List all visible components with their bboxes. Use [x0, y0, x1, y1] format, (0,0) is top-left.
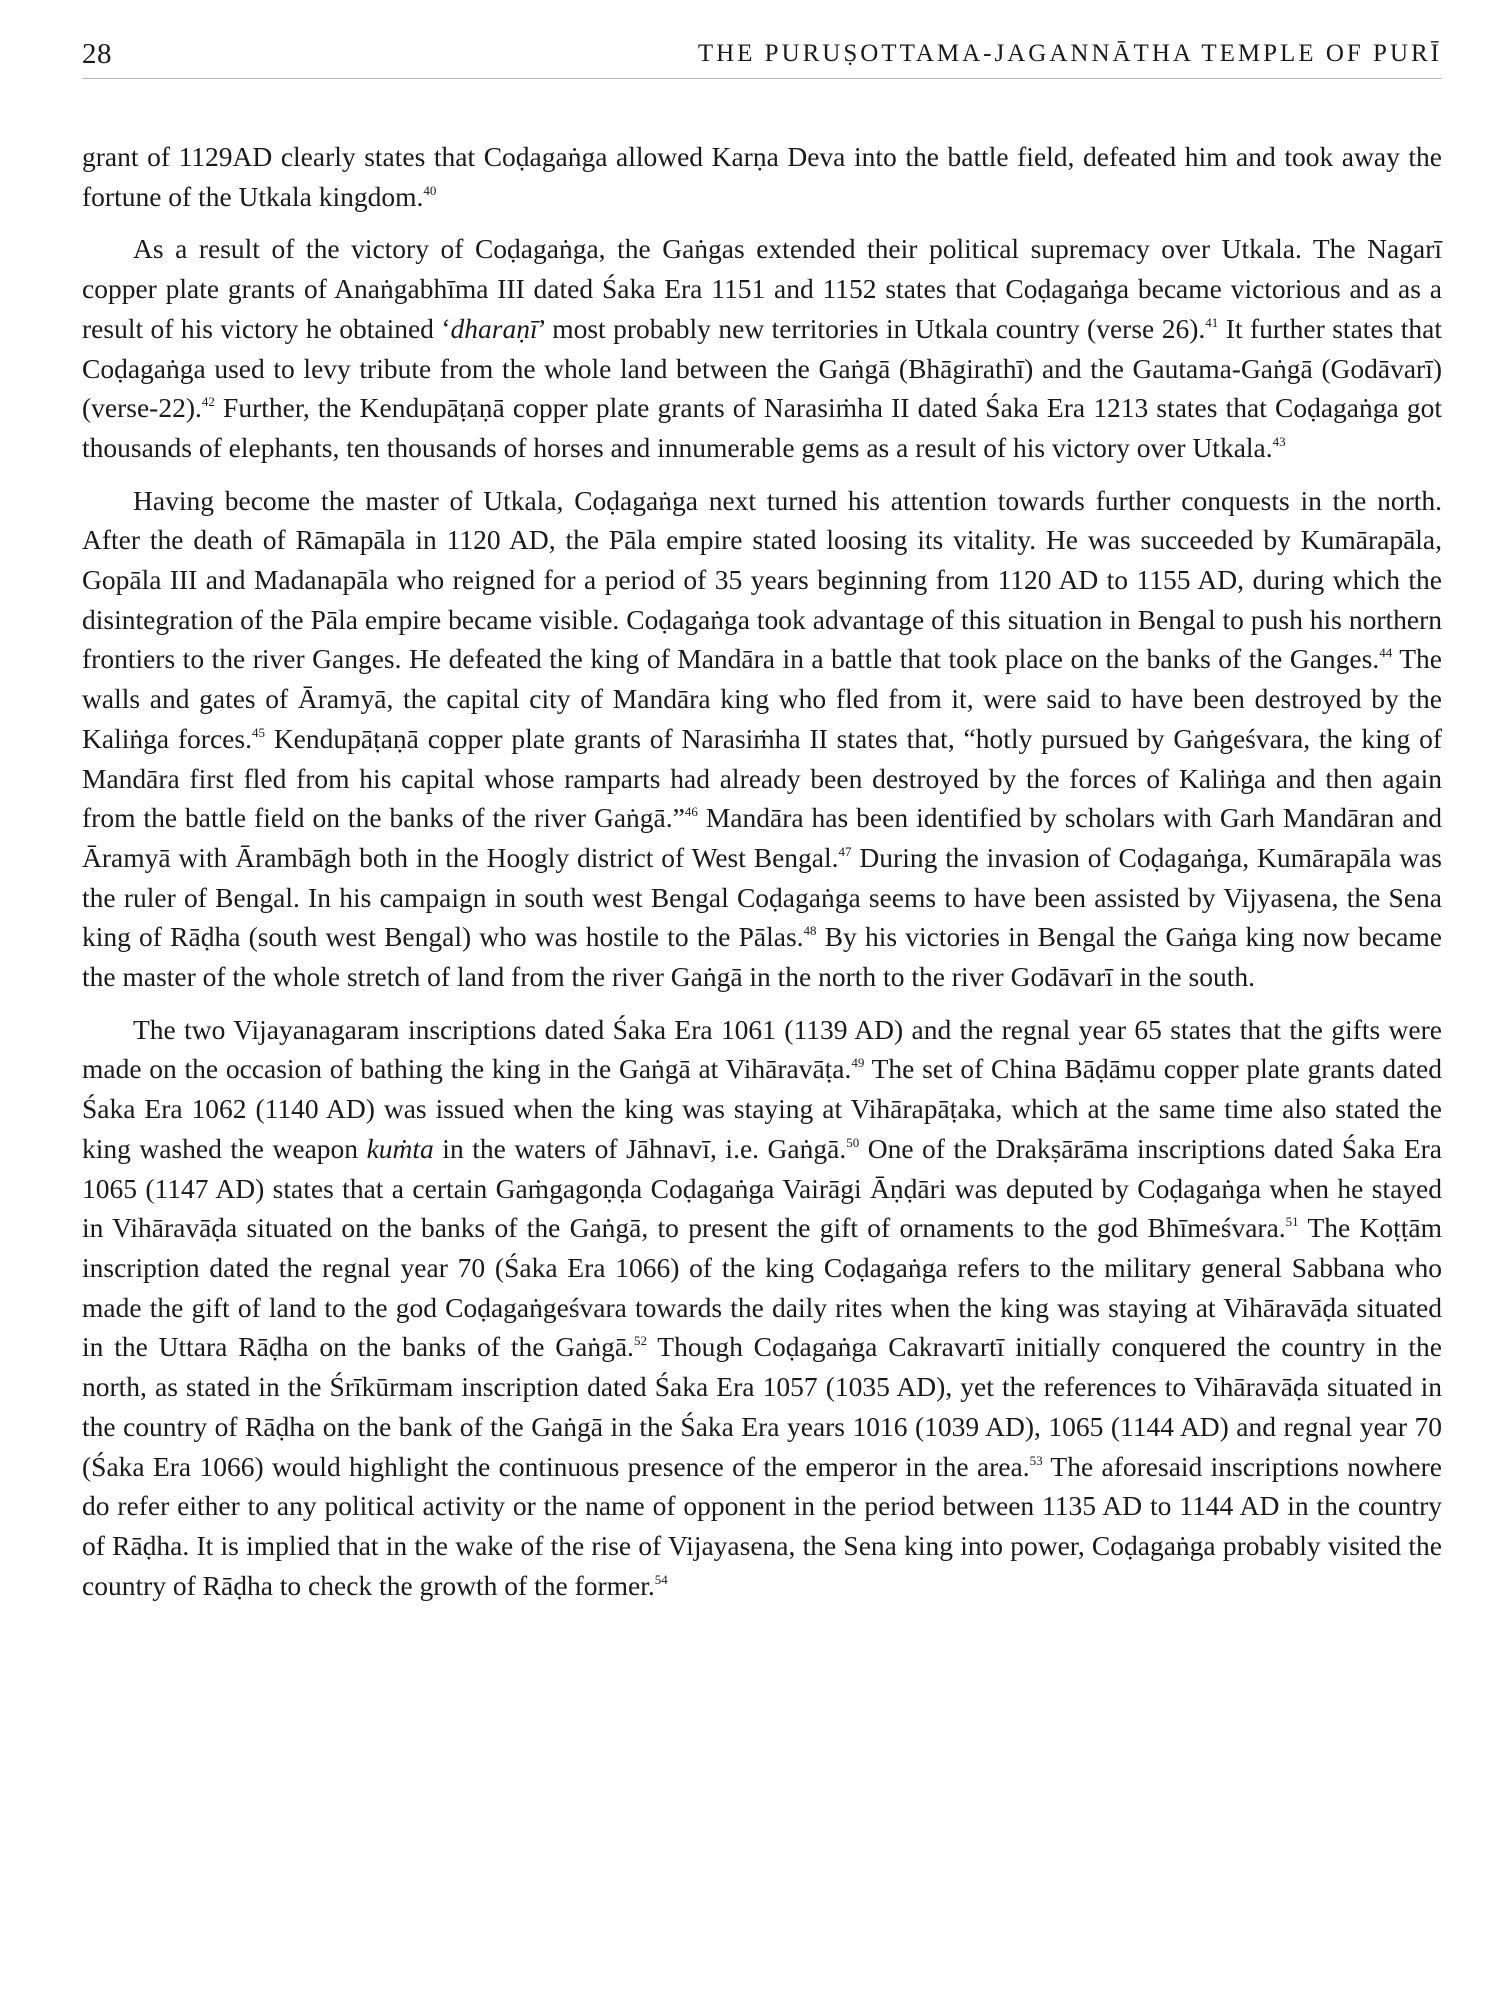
page-number: 28 [82, 38, 112, 70]
footnote-marker: 51 [1285, 1214, 1299, 1230]
paragraph-text: The Koṭṭām inscription dated the regnal year 70 (Śaka Era 1066) of the king Coḍagaṅga refers to the military general Sabbana who made the gift of land to the god Coḍagaṅgeśvara towards the daily rites when the king was staying at Vihāravāḍa situated in the Uttara Rāḍha on the banks of the Gaṅgā. [82, 1212, 1442, 1363]
paragraph-text: Further, the Kendupāṭaṇā copper plate grants of Narasiṁha II dated Śaka Era 1213 states that Coḍagaṅga got thousands of elephants, ten thousands of horses and innumerable gems as a result of his victory over Utkala. [82, 392, 1442, 463]
italic-term: dharaṇī [450, 312, 538, 344]
paragraph-text: in the waters of Jāhnavī, i.e. Gaṅgā. [433, 1132, 847, 1164]
paragraph-text: Though Coḍagaṅga Cakravartī initially conquered the country in the north, as stated in the Śrīkūrmam inscription dated Śaka Era 1057 (1035 AD), yet the references to Vihāravāḍa situated in the country of Rāḍha on the bank of the Gaṅgā in the Śaka Era years 1016 (1039 AD), 1065 (1144 AD) and regnal year 70 (Śaka Era 1066) would highlight the continuous presence of the emperor in the area. [82, 1331, 1442, 1482]
footnote-marker: 54 [654, 1571, 668, 1587]
paragraph-2 [82, 229, 1442, 467]
footnote-marker: 43 [1272, 433, 1286, 449]
paragraph-text: One of the Drakṣārāma inscriptions dated Śaka Era 1065 (1147 AD) states that a certain Gaṁgagoṇḍa Coḍagaṅga Vairāgi Āṇḍāri was deputed by Coḍagaṅga when he stayed in Vihāravāḍa situated on the banks of the Gaṅgā, to present the gift of ornaments to the god Bhīmeśvara. [82, 1132, 1442, 1244]
paragraph-text: The aforesaid inscriptions nowhere do refer either to any political activity or the name of opponent in the period between 1135 AD to 1144 AD in the country of Rāḍha. It is implied that in the wake of the rise of Vijayasena, the Sena king into power, Coḍagaṅga probably visited the country of Rāḍha to check the growth of the former. [82, 1450, 1442, 1601]
footnote-marker: 40 [423, 182, 437, 198]
paragraph-text: By his victories in Bengal the Gaṅga king now became the master of the whole stretch of land from the river Gaṅgā in the north to the river Godāvarī in the south. [82, 921, 1442, 993]
footnote-marker: 47 [838, 843, 852, 859]
footnote-marker: 45 [251, 724, 265, 740]
running-head [82, 28, 1442, 79]
paragraph-text: ’ most probably new territories in Utkala country (verse 26). [537, 312, 1206, 344]
paragraph-text: The set of China Bāḍāmu copper plate grants dated Śaka Era 1062 (1140 AD) was issued when the king was staying at Vihārapāṭaka, which at the same time also stated the king washed the weapon [82, 1053, 1442, 1164]
footnote-marker: 48 [803, 923, 817, 939]
running-title: THE PURUṢOTTAMA-JAGANNĀTHA TEMPLE OF PURĪ [697, 40, 1442, 67]
paragraph-text: As a result of the victory of Coḍagaṅga, the Gaṅgas extended their political supremacy over Utkala. The Nagarī copper plate grants of Anaṅgabhīma III dated Śaka Era 1151 and 1152 states that Coḍagaṅga became victorious and as a result of his victory he obtained ‘ [82, 233, 1442, 344]
footnote-marker: 49 [851, 1055, 865, 1071]
body-text [82, 137, 1442, 1618]
paragraph-text: The two Vijayanagaram inscriptions dated Śaka Era 1061 (1139 AD) and the regnal year 65 states that the gifts were made on the occasion of bathing the king in the Gaṅgā at Vihāravāṭa. [82, 1013, 1442, 1085]
paragraph-text: Having become the master of Utkala, Coḍagaṅga next turned his attention towards further conquests in the north. After the death of Rāmapāla in 1120 AD, the Pāla empire stated loosing its vitality. He was succeeded by Kumārapāla, Gopāla III and Madanapāla who reigned for a period of 35 years beginning from 1120 AD to 1155 AD, during which the disintegration of the Pāla empire became visible. Coḍagaṅga took advantage of this situation in Bengal to push his northern frontiers to the river Ganges. He defeated the king of Mandāra in a battle that took place on the banks of the Ganges. [82, 484, 1442, 675]
paragraph-1 [82, 137, 1442, 216]
paragraph-text: grant of 1129AD clearly states that Coḍagaṅga allowed Karṇa Deva into the battle field, defeated him and took away the fortune of the Utkala kingdom. [82, 141, 1442, 212]
footnote-marker: 50 [846, 1134, 860, 1150]
paragraph-text: Mandāra has been identified by scholars with Garh Mandāran and Āramyā with Ārambāgh both in the Hoogly district of West Bengal. [82, 802, 1442, 873]
footnote-marker: 41 [1205, 314, 1219, 330]
footnote-marker: 44 [1379, 645, 1393, 661]
footnote-marker: 42 [201, 394, 215, 410]
paragraph-text: The walls and gates of Āramyā, the capital city of Mandāra king who fled from it, were said to have been destroyed by the Kaliṅga forces. [82, 643, 1443, 754]
paragraph-3 [82, 481, 1442, 997]
paragraph-4 [82, 1010, 1442, 1606]
footnote-marker: 46 [684, 804, 698, 820]
paragraph-text: It further states that Coḍagaṅga used to levy tribute from the whole land between the Gaṅgā (Bhāgirathī) and the Gautama-Gaṅgā (Godāvarī) (verse-22). [82, 312, 1443, 424]
paragraph-text: Kendupāṭaṇā copper plate grants of Narasiṁha II states that, “hotly pursued by Gaṅgeśvara, the king of Mandāra first fled from his capital whose ramparts had already been destroyed by the forces of Kaliṅga and then again from the battle field on the banks of the river Gaṅgā.” [82, 722, 1443, 834]
footnote-marker: 52 [633, 1333, 647, 1349]
italic-term: kuṁta [366, 1132, 434, 1164]
footnote-marker: 53 [1029, 1452, 1043, 1468]
paragraph-text: During the invasion of Coḍagaṅga, Kumārapāla was the ruler of Bengal. In his campaign in south west Bengal Coḍagaṅga seems to have been assisted by Vijyasena, the Sena king of Rāḍha (south west Bengal) who was hostile to the Pālas. [82, 841, 1443, 953]
